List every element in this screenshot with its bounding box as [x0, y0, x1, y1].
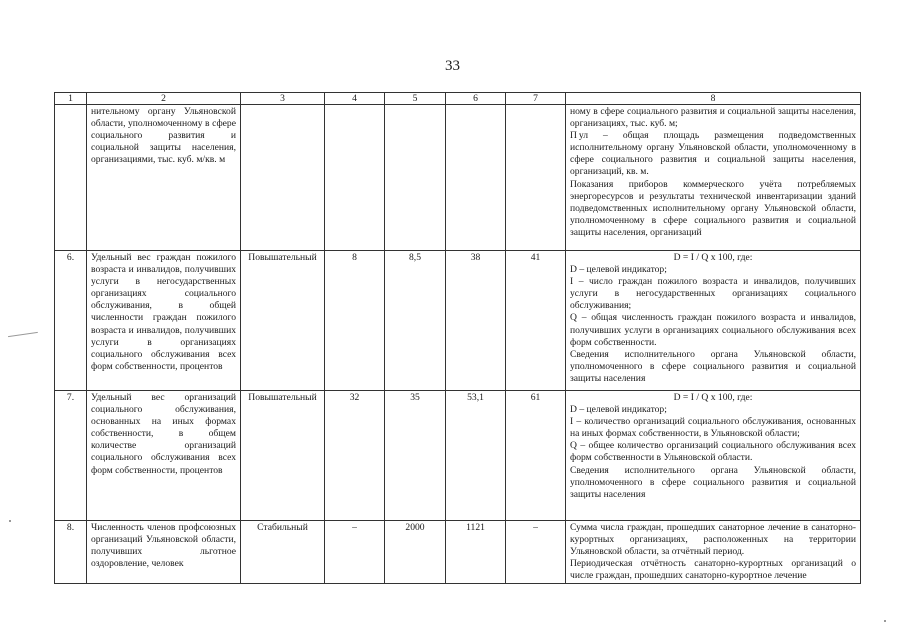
indicator-type [241, 105, 325, 251]
value-col5: 8,5 [385, 251, 446, 391]
column-header: 1 [55, 93, 87, 105]
value-col6: 53,1 [446, 391, 506, 521]
value-col5 [385, 105, 446, 251]
value-col7 [506, 105, 566, 251]
column-header: 4 [325, 93, 385, 105]
value-col7: – [506, 521, 566, 584]
method-description [566, 521, 861, 584]
method-description [566, 251, 861, 391]
indicator-name: Удельный вес граждан пожилого возраста и инвалидов, получивших услуги в негосударственных организациях социального обслуживания, в общей численности граждан пожилого возраста и инвалидов, получивших услуги в организациях социального обслуживания всех форм собственности, процентов [87, 251, 241, 391]
column-header: 8 [566, 93, 861, 105]
row-number: 6. [55, 251, 87, 391]
description-paragraph: ному в сфере социального развития и социальной защиты населения, организациях, тыс. куб. м; [570, 106, 856, 130]
scan-artifact [9, 520, 11, 522]
indicator-name: Численность членов профсоюзных организаций Ульяновской области, получивших льготное оздоровление, человек [87, 521, 241, 584]
value-col4: 32 [325, 391, 385, 521]
page-number: 33 [445, 58, 460, 74]
row-number: 7. [55, 391, 87, 521]
indicator-type: Повышательный [241, 391, 325, 521]
column-header: 6 [446, 93, 506, 105]
value-col7: 41 [506, 251, 566, 391]
value-col4: 8 [325, 251, 385, 391]
scan-artifact [884, 620, 886, 622]
description-paragraph: Сведения исполнительного органа Ульяновской области, уполномоченного в сфере социального развития и социальной защиты населения [570, 348, 856, 384]
description-paragraph: Q – общая численность граждан пожилого возраста и инвалидов, получивших услуги в организациях социального обслуживания всех форм собственности. [570, 312, 856, 348]
table-row [55, 391, 861, 521]
value-col5: 2000 [385, 521, 446, 584]
indicators-table [54, 92, 861, 584]
indicator-name: нительному органу Ульяновской области, уполномоченному в сфере социального развития и социальной защиты населения, организациями, тыс. куб. м/кв. м [87, 105, 241, 251]
formula: D = I / Q x 100, где: [673, 252, 753, 263]
value-col4: – [325, 521, 385, 584]
column-header: 5 [385, 93, 446, 105]
indicator-name: Удельный вес организаций социального обслуживания, основанных на иных формах собственности, в общем количестве организаций социального обслуживания всех форм собственности, процентов [87, 391, 241, 521]
row-number [55, 105, 87, 251]
formula: D = I / Q x 100, где: [673, 392, 753, 403]
description-paragraph: П ул – общая площадь размещения подведомственных исполнительному органу Ульяновской области, уполномоченному в сфере социального развития и социальной защиты населения, организаций, кв. м. [570, 130, 856, 178]
column-header: 7 [506, 93, 566, 105]
description-paragraph: I – число граждан пожилого возраста и инвалидов, получивших услуги в негосударственных организациях социального обслуживания; [570, 276, 856, 312]
description-paragraph: Показания приборов коммерческого учёта потребляемых энергоресурсов и результаты технической инвентаризации зданий подведомственных исполнительному органу Ульяновской области, уполномоченному в сфере социального развития и социальной защиты населения, организаций [570, 178, 856, 238]
table-row [55, 521, 861, 584]
indicator-type: Повышательный [241, 251, 325, 391]
table-row [55, 251, 861, 391]
value-col7: 61 [506, 391, 566, 521]
value-col5: 35 [385, 391, 446, 521]
description-paragraph: Сведения исполнительного органа Ульяновской области, уполномоченного в сфере социального развития и социальной защиты населения [570, 464, 856, 500]
scan-artifact [8, 332, 38, 338]
method-description [566, 391, 861, 521]
description-paragraph: Q – общее количество организаций социального обслуживания всех форм собственности в Ульяновской области. [570, 440, 856, 464]
value-col6 [446, 105, 506, 251]
value-col6: 1121 [446, 521, 506, 584]
value-col4 [325, 105, 385, 251]
value-col6: 38 [446, 251, 506, 391]
description-paragraph: I – количество организаций социального обслуживания, основанных на иных формах собственности, в Ульяновской области; [570, 416, 856, 440]
description-paragraph: Сумма числа граждан, прошедших санаторное лечение в санаторно-курортных организациях, расположенных на территории Ульяновской области, за отчётный период. [570, 522, 856, 558]
indicator-type: Стабильный [241, 521, 325, 584]
table-header-row [55, 93, 861, 105]
row-number: 8. [55, 521, 87, 584]
description-paragraph: D – целевой индикатор; [570, 264, 667, 276]
description-paragraph: D – целевой индикатор; [570, 404, 667, 416]
column-header: 2 [87, 93, 241, 105]
column-header: 3 [241, 93, 325, 105]
description-paragraph: Периодическая отчётность санаторно-курортных организаций о числе граждан, прошедших санаторно-курортное лечение [570, 558, 856, 582]
table-row [55, 105, 861, 251]
method-description [566, 105, 861, 251]
